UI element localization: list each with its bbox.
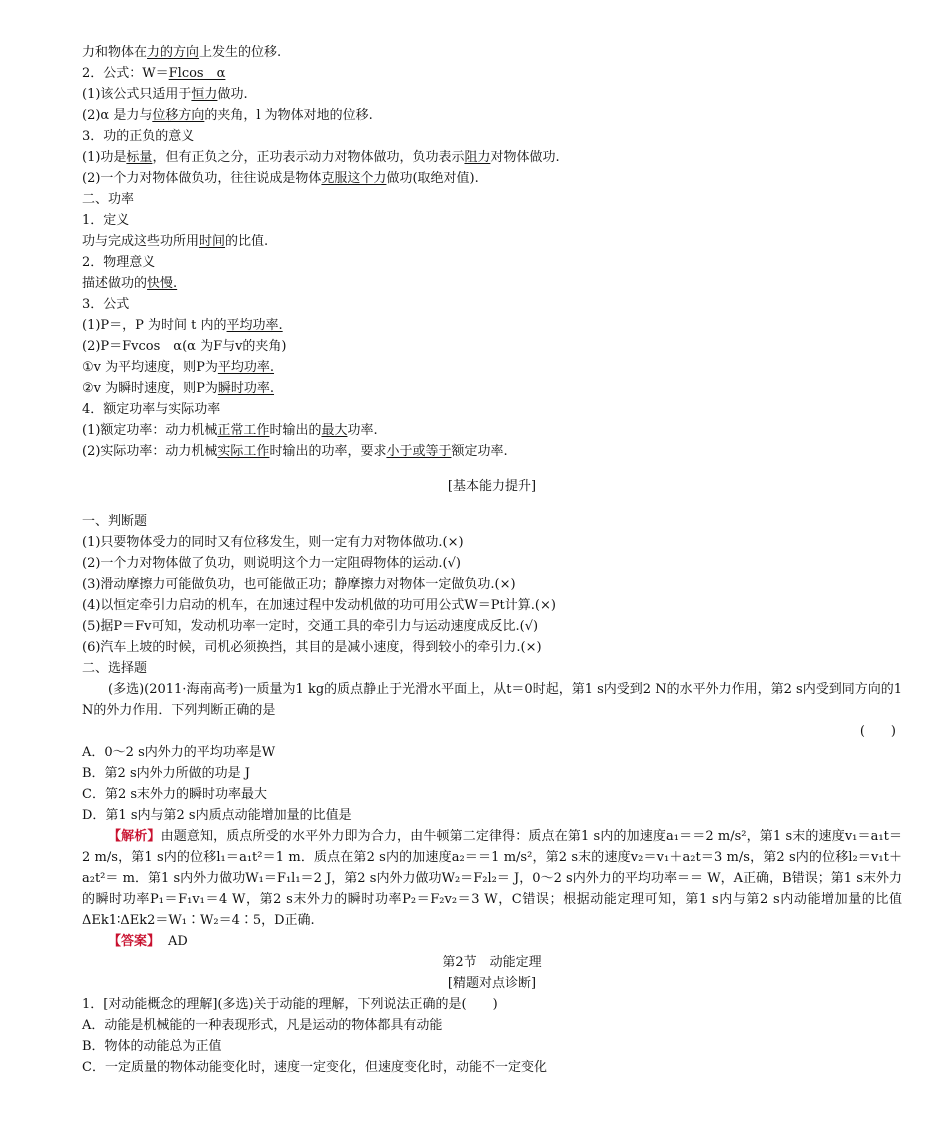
- judge-item: (1)只要物体受力的同时又有位移发生，则一定有力对物体做功.(×): [82, 535, 464, 550]
- judge-item: (3)滑动摩擦力可能做负功，也可能做正功；静摩擦力对物体一定做负功.(×): [82, 577, 516, 592]
- section2-title: 第2节 动能定理: [442, 955, 542, 970]
- answer-tag: 【答案】: [108, 934, 161, 949]
- choice-option: B．第2 s内外力所做的功是 J: [82, 766, 250, 781]
- work-definition-line: 力和物体在力的方向上发生的位移.: [82, 45, 282, 60]
- work-sign-line-1: (1)功是标量，但有正负之分，正功表示动力对物体做功，负功表示阻力对物体做功.: [82, 150, 560, 165]
- work-definition-line: (1)该公式只适用于恒力做功.: [82, 87, 248, 102]
- work-definition-line: (2)α 是力与位移方向的夹角，l 为物体对地的位移.: [82, 108, 373, 123]
- document-page: [82, 42, 902, 1078]
- question-1: 1．[对动能概念的理解](多选)关于动能的理解，下列说法正确的是( ): [82, 997, 498, 1012]
- power-line: 功与完成这些功所用时间的比值.: [82, 234, 269, 249]
- power-line: 二、功率: [82, 192, 135, 207]
- section-basic-heading: [基本能力提升]: [447, 479, 537, 494]
- actual-power-line: (2)实际功率：动力机械实际工作时输出的功率，要求小于或等于额定功率.: [82, 444, 508, 459]
- analysis-text: 由题意知，质点所受的水平外力即为合力，由牛顿第二定律得：质点在第1 s内的加速度a₁＝＝2 m/s²，第1 s末的速度v₁＝a₁t＝2 m/s，第1 s内的位移l₁＝a₁t²＝1 m．质点在第2 s内的加速度a₂＝＝1 m/s²，第2 s末的速度v₂＝v₁＋a₂t＝3 m/s，第2 s内的位移l₂＝v₁t＋a₂t²＝ m．第1 s内外力做功W₁＝F₁l₁＝2 J，第2 s内外力做功W₂＝F₂l₂＝ J，0～2 s内外力的平均功率＝＝ W，A正确，B错误；第1 s末外力的瞬时功率P₁＝F₁v₁＝4 W，第2 s末外力的瞬时功率P₂＝F₂v₂＝3 W，C错误；根据动能定理可知，第1 s内与第2 s内动能增加量的比值ΔEk1∶ΔEk2＝W₁∶W₂＝4∶5，D正确.: [82, 829, 902, 928]
- judge-item: (4)以恒定牵引力启动的机车，在加速过程中发动机做的功可用公式W＝Pt计算.(×): [82, 598, 556, 613]
- power-line: (2)P＝Fvcos α(α 为F与v的夹角): [82, 339, 287, 354]
- power-line: 2．物理意义: [82, 255, 156, 270]
- answer-line: [82, 931, 902, 952]
- power-line: ①v 为平均速度，则P为平均功率.: [82, 360, 275, 375]
- rated-power-line: (1)额定功率：动力机械正常工作时输出的最大功率.: [82, 423, 378, 438]
- choice-option: C．第2 s末外力的瞬时功率最大: [82, 787, 268, 802]
- work-definition-line: 3．功的正负的意义: [82, 129, 195, 144]
- q1-option: C．一定质量的物体动能变化时，速度一定变化，但速度变化时，动能不一定变化: [82, 1060, 547, 1075]
- judge-item: (2)一个力对物体做了负功，则说明这个力一定阻碍物体的运动.(√): [82, 556, 461, 571]
- section2-subtitle: [精题对点诊断]: [447, 976, 537, 991]
- choice-title: 二、选择题: [82, 661, 148, 676]
- power-line: 3．公式: [82, 297, 130, 312]
- power-line: 1．定义: [82, 213, 130, 228]
- judge-item: (6)汽车上坡的时候，司机必须换挡，其目的是减小速度，得到较小的牵引力.(×): [82, 640, 542, 655]
- analysis-tag: 【解析】: [108, 829, 161, 844]
- q1-option: B．物体的动能总为正值: [82, 1039, 222, 1054]
- choice-option: D．第1 s内与第2 s内质点动能增加量的比值是: [82, 808, 352, 823]
- power-line: 描述做功的快慢.: [82, 276, 178, 291]
- work-sign-line-2: (2)一个力对物体做负功，往往说成是物体克服这个力做功(取绝对值).: [82, 171, 479, 186]
- power-line: 4．额定功率与实际功率: [82, 402, 221, 417]
- analysis-block: [82, 826, 902, 931]
- judge-item: (5)据P＝Fv可知，发动机功率一定时，交通工具的牵引力与运动速度成反比.(√): [82, 619, 539, 634]
- power-line: ②v 为瞬时速度，则P为瞬时功率.: [82, 381, 275, 396]
- q1-option: A．动能是机械能的一种表现形式，凡是运动的物体都具有动能: [82, 1018, 443, 1033]
- answer-text: AD: [168, 934, 188, 949]
- choice-option: A．0～2 s内外力的平均功率是W: [82, 745, 276, 760]
- judge-title: 一、判断题: [82, 514, 148, 529]
- question-stem: (多选)(2011·海南高考)一质量为1 kg的质点静止于光滑水平面上，从t＝0时起，第1 s内受到2 N的水平外力作用，第2 s内受到同方向的1 N的外力作用．下列判断正确的是: [82, 682, 902, 718]
- answer-paren: ( ): [859, 724, 896, 739]
- work-definition-line: 2．公式：W＝Flcos α: [82, 66, 226, 81]
- power-line: (1)P＝，P 为时间 t 内的平均功率.: [82, 318, 283, 333]
